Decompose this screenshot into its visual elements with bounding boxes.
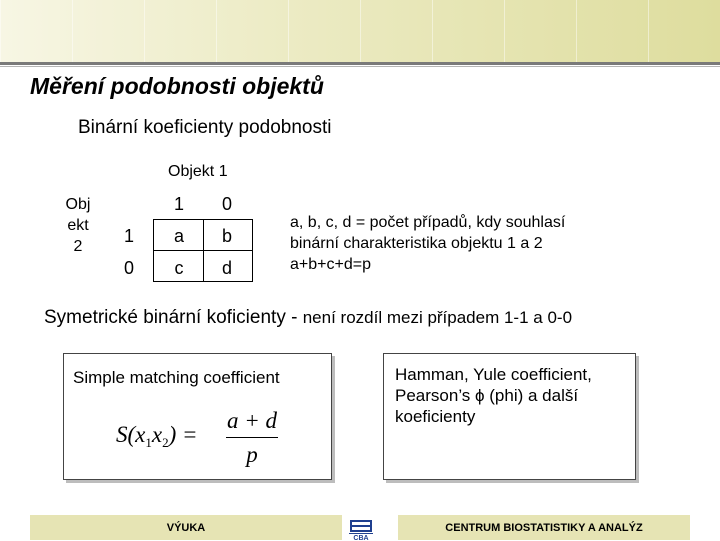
formula-numerator: a + d [226,408,278,433]
formula-fraction [226,408,278,468]
table-note [290,212,690,275]
row-header-line: 2 [73,238,83,255]
other-coefficients-text [395,364,631,427]
cba-logo-icon [346,515,376,540]
symmetric-heading: Symetrické binární koficienty [44,307,286,328]
col-label-1: 1 [173,194,184,214]
other-coefficients-line: Hamman, Yule coefficient, [395,365,592,384]
table-column-header: Objekt 1 [168,163,228,180]
row-header-line: ekt [67,217,89,234]
symmetric-coefficients-line [44,307,572,329]
formula-subscript: 2 [162,435,169,450]
other-coefficients-line: Pearson’s ϕ (phi) a další [395,386,579,405]
table-cell-d: d [221,258,232,278]
table-cell-b: b [221,226,232,246]
formula-denominator: p [246,442,258,467]
footer-left-label: VÝUKA [30,515,342,540]
table-line [153,281,253,282]
fraction-bar [226,437,278,438]
symmetric-description: není rozdíl mezi případem 1-1 a 0-0 [302,308,573,327]
row-label-1: 1 [123,226,134,246]
formula-lhs-mid: x [151,422,163,447]
formula-lhs [116,422,198,448]
note-line: a, b, c, d = počet případů, kdy souhlasí [290,214,566,231]
other-coefficients-line: koeficienty [395,407,476,426]
formula-lhs-suffix: ) = [168,422,198,447]
other-coefficients-box [383,353,636,480]
header-band [0,0,720,62]
col-label-0: 0 [221,194,232,214]
note-line: binární charakteristika objektu 1 a 2 [290,235,543,252]
formula-subscript: 1 [145,435,152,450]
table-row-header [56,194,100,257]
symmetric-separator: - [285,307,303,328]
slide-subtitle: Binární koeficienty podobnosti [78,117,332,138]
simple-matching-box [63,353,332,480]
simple-matching-label: Simple matching coefficient [73,368,280,387]
note-line: a+b+c+d=p [290,256,371,273]
table-line [153,250,253,251]
table-line [153,219,253,220]
header-divider [0,62,720,65]
formula-lhs-prefix: S(x [116,422,146,447]
header-divider-thin [0,66,720,67]
row-header-line: Obj [65,196,91,213]
slide-title: Měření podobnosti objektů [30,73,324,99]
table-cell-a: a [173,226,184,246]
table-cell-c: c [174,258,184,278]
row-label-0: 0 [123,258,134,278]
footer-right-label: CENTRUM BIOSTATISTIKY A ANALÝZ [398,515,690,540]
logo-text: CBA [353,535,369,540]
